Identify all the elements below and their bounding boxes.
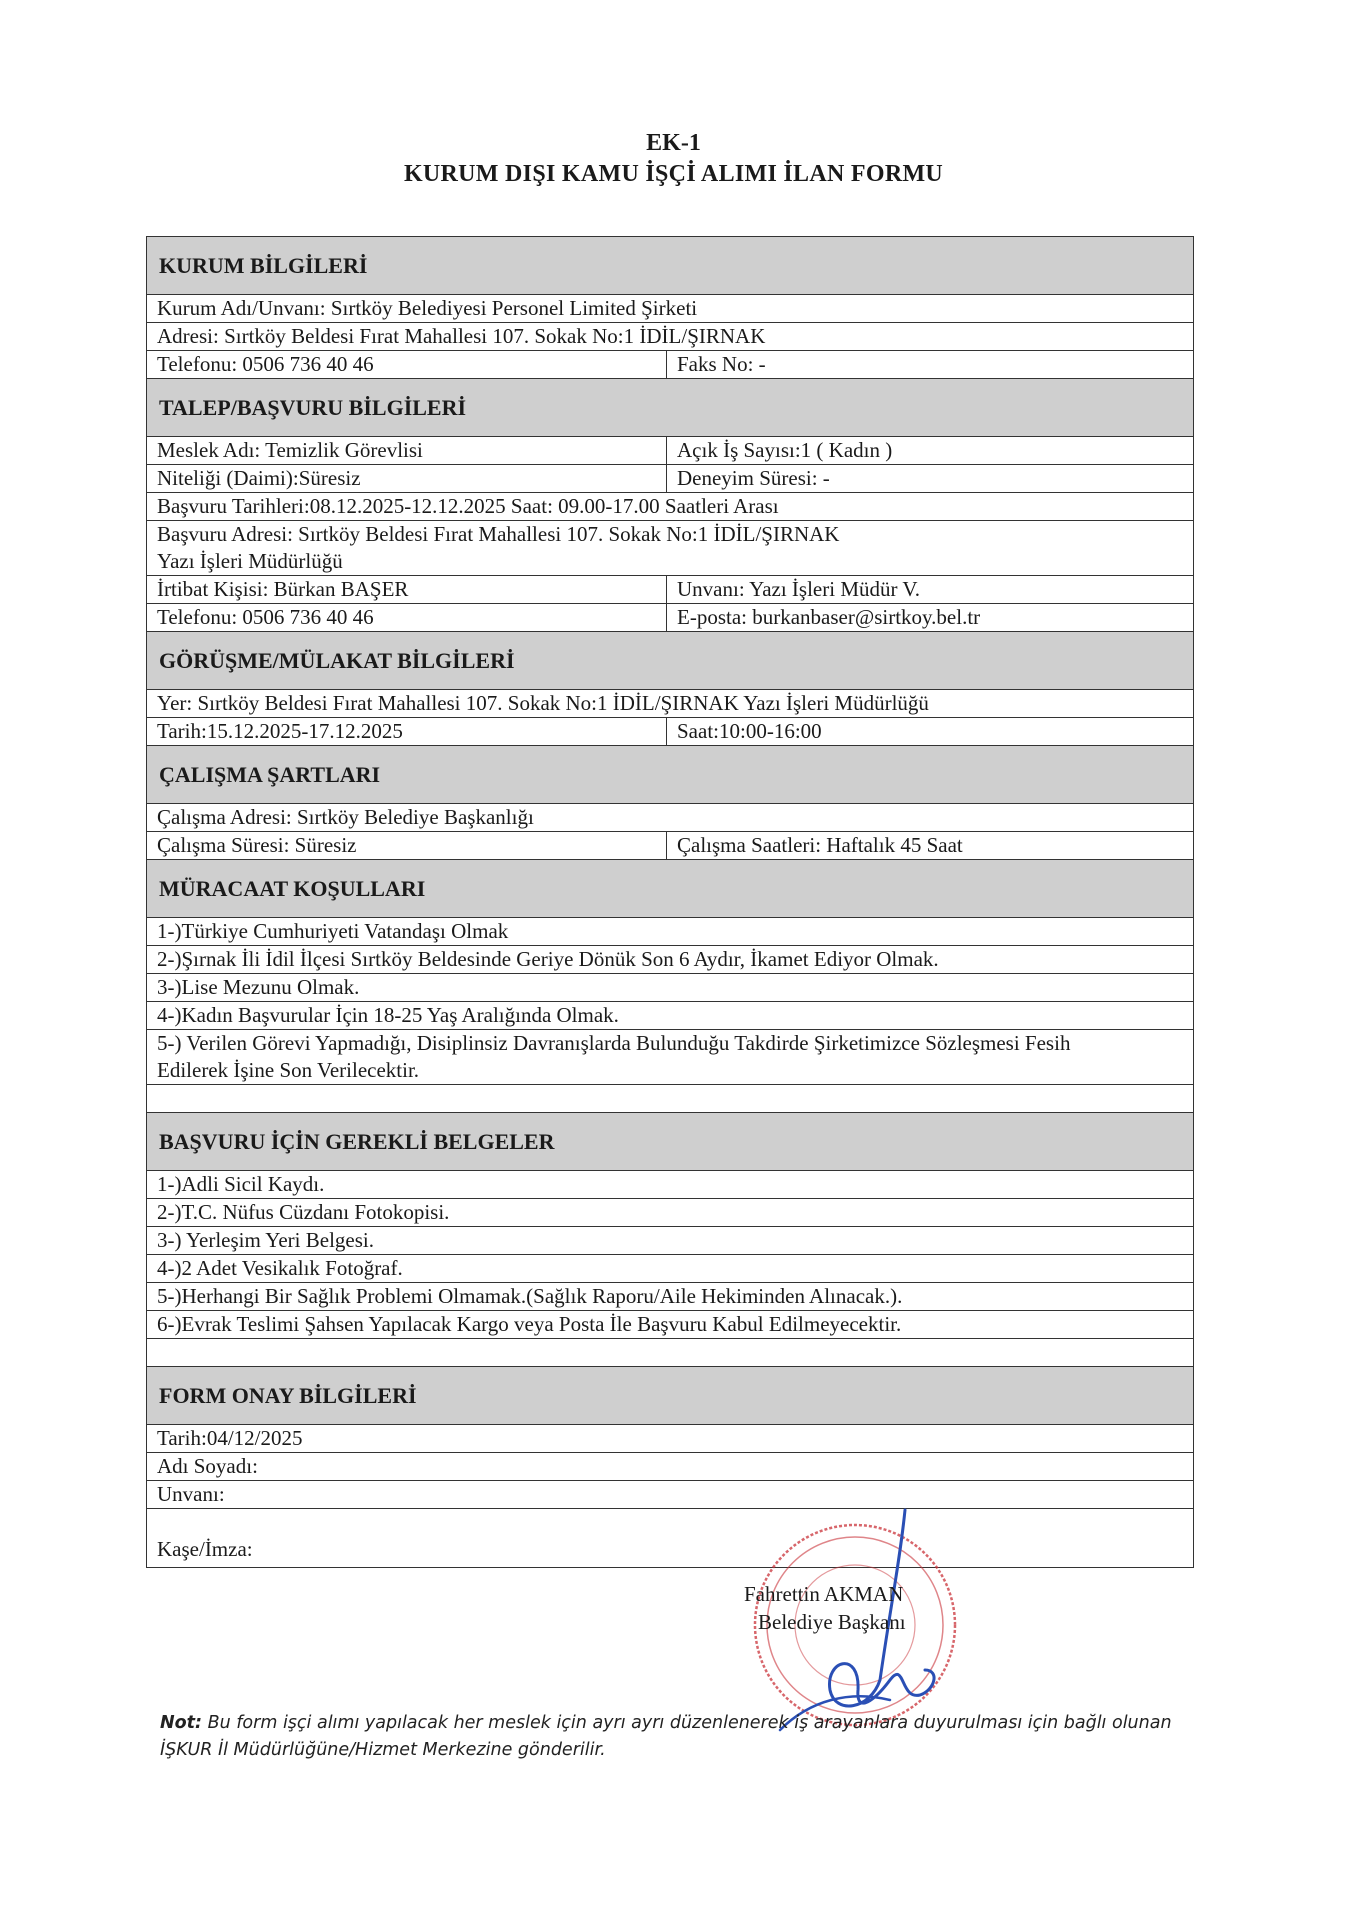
section-kurum-header: KURUM BİLGİLERİ	[147, 237, 1193, 295]
basvuru-tarihleri: Başvuru Tarihleri:08.12.2025-12.12.2025 Saat: 09.00-17.00 Saatleri Arası	[157, 494, 779, 518]
calisma-suresi: Çalışma Süresi: Süresiz	[147, 832, 667, 859]
basvuru-adresi-line1: Başvuru Adresi: Sırtköy Beldesi Fırat Mahallesi 107. Sokak No:1 İDİL/ŞIRNAK	[157, 522, 840, 546]
onay-unvani: Unvanı:	[157, 1482, 225, 1506]
section-belgeler-header: BAŞVURU İÇİN GEREKLİ BELGELER	[147, 1113, 1193, 1171]
annex-label: EK-1	[646, 130, 701, 156]
talep-meslek-row	[147, 437, 1193, 465]
talep-nitelik-row	[147, 465, 1193, 493]
calisma-saatleri: Çalışma Saatleri: Haftalık 45 Saat	[677, 833, 963, 857]
talep-adres-row	[147, 521, 1193, 576]
talep-tarih-row	[147, 493, 1193, 521]
belge-item-text: 3-) Yerleşim Yeri Belgesi.	[157, 1228, 375, 1252]
form-table	[146, 236, 1194, 1568]
belge-item	[147, 1311, 1193, 1339]
basvuru-adresi-line2: Yazı İşleri Müdürlüğü	[157, 549, 343, 573]
irtibat-eposta: E-posta: burkanbaser@sirtkoy.bel.tr	[677, 605, 981, 629]
irtibat-unvani: Unvanı: Yazı İşleri Müdür V.	[677, 577, 921, 601]
muracaat-item	[147, 946, 1193, 974]
irtibat-telefon: Telefonu: 0506 736 40 46	[147, 604, 667, 631]
kurum-adi: Kurum Adı/Unvanı: Sırtköy Belediyesi Personel Limited Şirketi	[157, 296, 698, 320]
onay-kase-imza: Kaşe/İmza:	[157, 1537, 253, 1561]
gorusme-yer-row	[147, 690, 1193, 718]
onay-kase-row	[147, 1509, 1193, 1567]
kurum-telefon: Telefonu: 0506 736 40 46	[147, 351, 667, 378]
muracaat-item-text: 1-)Türkiye Cumhuriyeti Vatandaşı Olmak	[157, 919, 509, 943]
acik-is-sayisi: Açık İş Sayısı:1 ( Kadın )	[677, 438, 893, 462]
muracaat-item-text: 5-) Verilen Görevi Yapmadığı, Disiplinsiz Davranışlarda Bulunduğu Takdirde Şirketimizce Sözleşmesi Fesih Edilerek İşine Son Verilecektir.	[157, 1031, 1071, 1082]
onay-adi-row	[147, 1453, 1193, 1481]
kurum-telefon-row	[147, 351, 1193, 379]
signer-title: Belediye Başkanı	[758, 1610, 906, 1634]
section-muracaat-header: MÜRACAAT KOŞULLARI	[147, 860, 1193, 918]
belge-item	[147, 1171, 1193, 1199]
onay-unvan-row	[147, 1481, 1193, 1509]
talep-irtibat-row	[147, 576, 1193, 604]
belge-item-text: 5-)Herhangi Bir Sağlık Problemi Olmamak.(Sağlık Raporu/Aile Hekiminden Alınacak.).	[157, 1284, 903, 1308]
gorusme-tarih: Tarih:15.12.2025-17.12.2025	[147, 718, 667, 745]
gorusme-yer: Yer: Sırtköy Beldesi Fırat Mahallesi 107. Sokak No:1 İDİL/ŞIRNAK Yazı İşleri Müdürlüğü	[157, 691, 929, 715]
form-title: KURUM DIŞI KAMU İŞÇİ ALIMI İLAN FORMU	[403, 161, 944, 187]
onay-tarih: Tarih:04/12/2025	[157, 1426, 303, 1450]
muracaat-item-text: 3-)Lise Mezunu Olmak.	[157, 975, 360, 999]
section-calisma-header: ÇALIŞMA ŞARTLARI	[147, 746, 1193, 804]
footer-note	[160, 1710, 1220, 1764]
belge-item	[147, 1255, 1193, 1283]
calisma-adresi: Çalışma Adresi: Sırtköy Belediye Başkanlığı	[157, 805, 534, 829]
belge-item	[147, 1199, 1193, 1227]
kurum-faks: Faks No: -	[677, 352, 766, 376]
belgeler-empty-row	[147, 1339, 1193, 1367]
section-gorusme-header: GÖRÜŞME/MÜLAKAT BİLGİLERİ	[147, 632, 1193, 690]
onay-adi-soyadi: Adı Soyadı:	[157, 1454, 258, 1478]
onay-tarih-row	[147, 1425, 1193, 1453]
belge-item-text: 6-)Evrak Teslimi Şahsen Yapılacak Kargo veya Posta İle Başvuru Kabul Edilmeyecektir.	[157, 1312, 902, 1336]
meslek-adi: Meslek Adı: Temizlik Görevlisi	[147, 437, 667, 464]
muracaat-item	[147, 1002, 1193, 1030]
gorusme-tarih-row	[147, 718, 1193, 746]
belge-item-text: 2-)T.C. Nüfus Cüzdanı Fotokopisi.	[157, 1200, 450, 1224]
kurum-adi-row	[147, 295, 1193, 323]
section-talep-header: TALEP/BAŞVURU BİLGİLERİ	[147, 379, 1193, 437]
official-stamp	[740, 1500, 980, 1740]
gorusme-saat: Saat:10:00-16:00	[677, 719, 822, 743]
niteligi: Niteliği (Daimi):Süresiz	[147, 465, 667, 492]
section-onay-header: FORM ONAY BİLGİLERİ	[147, 1367, 1193, 1425]
muracaat-item	[147, 1030, 1193, 1085]
irtibat-kisisi: İrtibat Kişisi: Bürkan BAŞER	[147, 576, 667, 603]
deneyim-suresi: Deneyim Süresi: -	[677, 466, 830, 490]
calisma-sure-row	[147, 832, 1193, 860]
belge-item-text: 4-)2 Adet Vesikalık Fotoğraf.	[157, 1256, 403, 1280]
form-header	[0, 128, 1347, 190]
note-text: Bu form işçi alımı yapılacak her meslek için ayrı ayrı düzenlenerek iş arayanlara duyurulması için bağlı olunan İŞKUR İl Müdürlüğüne/Hizmet Merkezine gönderilir.	[160, 1713, 1172, 1760]
belge-item	[147, 1227, 1193, 1255]
talep-iletisim-row	[147, 604, 1193, 632]
belge-item-text: 1-)Adli Sicil Kaydı.	[157, 1172, 325, 1196]
kurum-adres-row	[147, 323, 1193, 351]
kurum-adres: Adresi: Sırtköy Beldesi Fırat Mahallesi 107. Sokak No:1 İDİL/ŞIRNAK	[157, 324, 766, 348]
muracaat-item-text: 2-)Şırnak İli İdil İlçesi Sırtköy Beldesinde Geriye Dönük Son 6 Aydır, İkamet Ediyor Olmak.	[157, 947, 939, 971]
note-label: Not:	[160, 1713, 203, 1733]
muracaat-empty-row	[147, 1085, 1193, 1113]
muracaat-item-text: 4-)Kadın Başvurular İçin 18-25 Yaş Aralığında Olmak.	[157, 1003, 619, 1027]
basvuru-adresi	[147, 521, 1193, 575]
muracaat-item	[147, 974, 1193, 1002]
muracaat-item	[147, 918, 1193, 946]
belge-item	[147, 1283, 1193, 1311]
signer-name: Fahrettin AKMAN	[744, 1582, 904, 1606]
calisma-adres-row	[147, 804, 1193, 832]
